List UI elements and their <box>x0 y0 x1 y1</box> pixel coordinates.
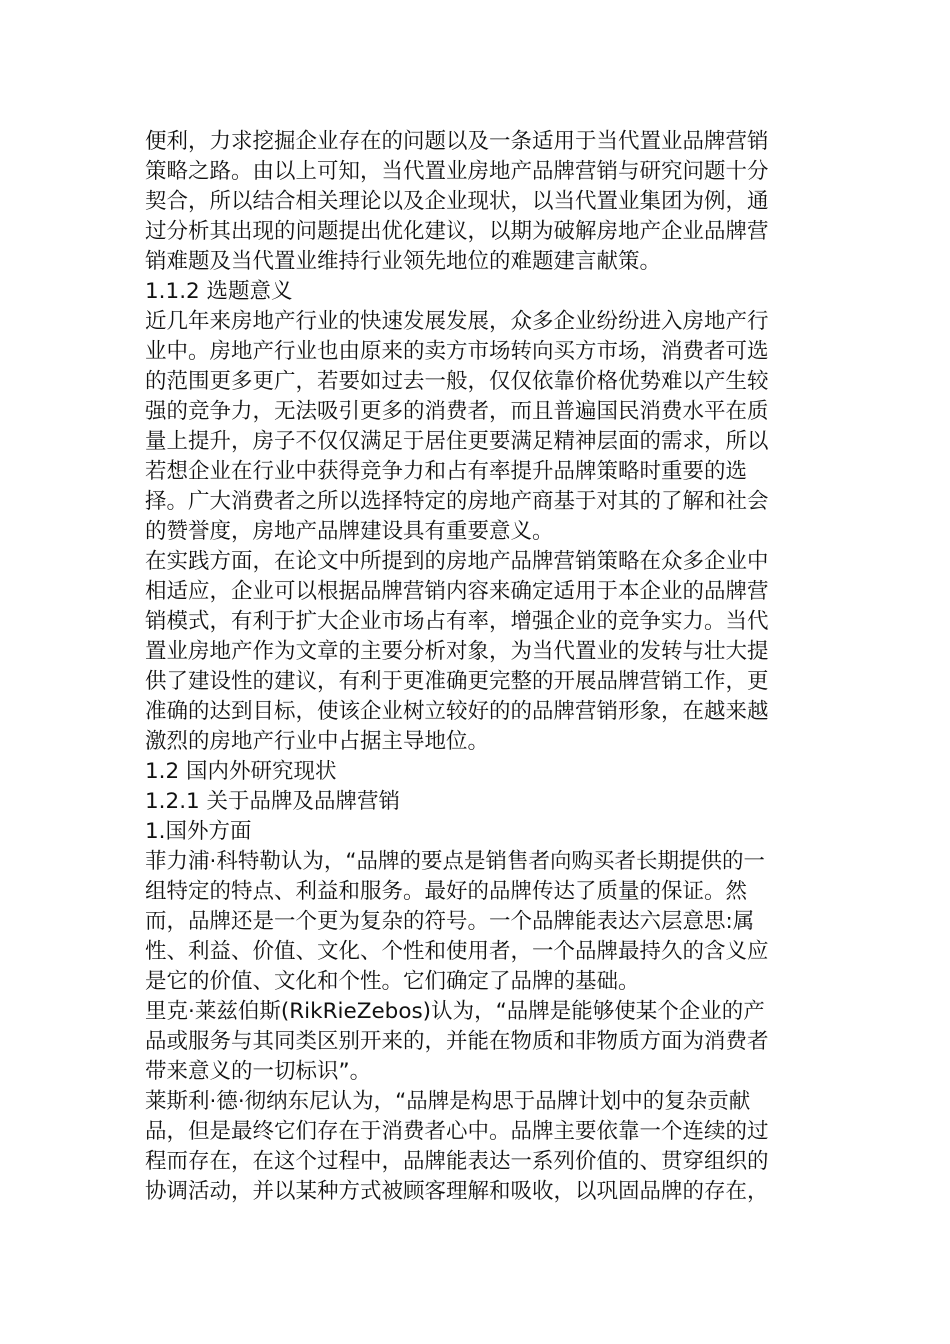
text-line: 品或服务与其同类区别开来的，并能在物质和非物质方面为消费者 <box>145 1029 769 1054</box>
text-line: 程而存在，在这个过程中，品牌能表达一系列价值的、贯穿组织的 <box>145 1149 769 1174</box>
text-line: 性、利益、价值、文化、个性和使用者，一个品牌最持久的含义应 <box>145 939 769 964</box>
text-line: 带来意义的一切标识”。 <box>145 1059 372 1084</box>
text-line: 策略之路。由以上可知，当代置业房地产品牌营销与研究问题十分 <box>145 159 769 184</box>
text-line: 若想企业在行业中获得竞争力和占有率提升品牌策略时重要的选 <box>145 459 748 484</box>
text-line: 过分析其出现的问题提出优化建议，以期为破解房地产企业品牌营 <box>145 219 769 244</box>
text-line: 的赞誉度，房地产品牌建设具有重要意义。 <box>145 519 554 544</box>
section-heading: 1.2.1 关于品牌及品牌营销 <box>145 789 401 814</box>
text-line: 便利，力求挖掘企业存在的问题以及一条适用于当代置业品牌营销 <box>145 129 769 154</box>
text-line: 莱斯利·德·彻纳东尼认为，“品牌是构思于品牌计划中的复杂贡献 <box>145 1089 751 1114</box>
text-line: 相适应，企业可以根据品牌营销内容来确定适用于本企业的品牌营 <box>145 579 769 604</box>
section-heading: 1.2 国内外研究现状 <box>145 759 337 784</box>
text-line: 择。广大消费者之所以选择特定的房地产商基于对其的了解和社会 <box>145 489 769 514</box>
text-line: 近几年来房地产行业的快速发展发展，众多企业纷纷进入房地产行 <box>145 309 769 334</box>
text-line: 里克·莱兹伯斯(RikRieZebos)认为，“品牌是能够使某个企业的产 <box>145 999 765 1024</box>
text-line: 激烈的房地产行业中占据主导地位。 <box>145 729 490 754</box>
text-line: 销难题及当代置业维持行业领先地位的难题建言献策。 <box>145 249 662 274</box>
text-line: 业中。房地产行业也由原来的卖方市场转向买方市场，消费者可选 <box>145 339 769 364</box>
text-line: 准确的达到目标，使该企业树立较好的的品牌营销形象，在越来越 <box>145 699 769 724</box>
text-line: 品，但是最终它们存在于消费者心中。品牌主要依靠一个连续的过 <box>145 1119 769 1144</box>
text-line: 供了建设性的建议，有利于更准确更完整的开展品牌营销工作，更 <box>145 669 769 694</box>
document-body <box>145 127 805 1207</box>
text-line: 强的竞争力，无法吸引更多的消费者，而且普遍国民消费水平在质 <box>145 399 769 424</box>
text-line: 的范围更多更广，若要如过去一般，仅仅依靠价格优势难以产生较 <box>145 369 769 394</box>
text-line: 契合，所以结合相关理论以及企业现状，以当代置业集团为例，通 <box>145 189 769 214</box>
text-line: 在实践方面，在论文中所提到的房地产品牌营销策略在众多企业中 <box>145 549 769 574</box>
text-line: 置业房地产作为文章的主要分析对象，为当代置业的发转与壮大提 <box>145 639 769 664</box>
text-line: 是它的价值、文化和个性。它们确定了品牌的基础。 <box>145 969 640 994</box>
section-heading: 1.1.2 选题意义 <box>145 279 293 304</box>
text-line: 组特定的特点、利益和服务。最好的品牌传达了质量的保证。然 <box>145 879 748 904</box>
text-line: 而，品牌还是一个更为复杂的符号。一个品牌能表达六层意思:属 <box>145 909 755 934</box>
text-line: 销模式，有利于扩大企业市场占有率，增强企业的竞争实力。当代 <box>145 609 769 634</box>
text-line: 协调活动，并以某种方式被顾客理解和吸收，以巩固品牌的存在， <box>145 1179 769 1204</box>
text-line: 量上提升，房子不仅仅满足于居住更要满足精神层面的需求，所以 <box>145 429 769 454</box>
subsection-heading: 1.国外方面 <box>145 819 252 844</box>
text-line: 菲力浦·科特勒认为，“品牌的要点是销售者向购买者长期提供的一 <box>145 849 765 874</box>
